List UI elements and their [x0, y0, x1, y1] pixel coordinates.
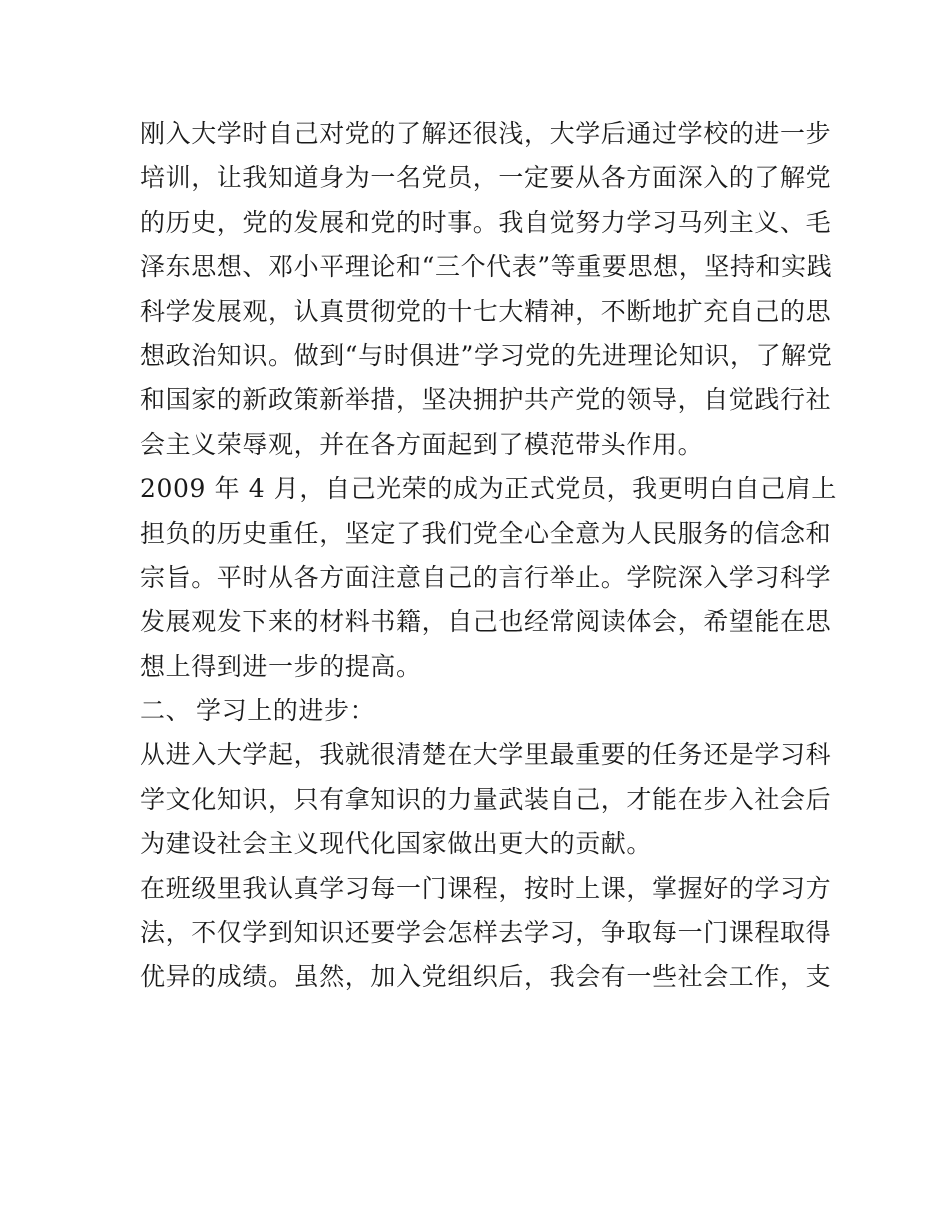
- text-line: 在班级里我认真学习每一门课程，按时上课，掌握好的学习方: [140, 873, 832, 903]
- paragraph-full-member: [140, 467, 837, 689]
- text-line: 为建设社会主义现代化国家做出更大的贡献。: [140, 829, 653, 859]
- text-line: 2009 年 4 月，自己光荣的成为正式党员，我更明白自己肩上: [140, 474, 837, 504]
- heading-text: 学习上的进步：: [196, 696, 376, 726]
- text-line: 的历史，党的发展和党的时事。我自觉努力学习马列主义、毛: [140, 207, 832, 237]
- text-line: 想政治知识。做到“与时俱进”学习党的先进理论知识，了解党: [140, 340, 833, 370]
- paragraph-class-study: [140, 867, 832, 1000]
- text-line: 宗旨。平时从各方面注意自己的言行举止。学院深入学习科学: [140, 562, 832, 592]
- paragraph-study-goal: [140, 733, 832, 866]
- text-line: 优异的成绩。虽然，加入党组织后，我会有一些社会工作，支: [140, 962, 832, 992]
- text-line: 和国家的新政策新举措，坚决拥护共产党的领导，自觉践行社: [140, 385, 832, 415]
- text-line: 学文化知识，只有拿知识的力量武装自己，才能在步入社会后: [140, 784, 832, 814]
- text-line: 从进入大学起，我就很清楚在大学里最重要的任务还是学习科: [140, 740, 832, 770]
- heading-number: 二、: [140, 696, 192, 726]
- heading-line: [140, 689, 820, 733]
- text-line: 培训，让我知道身为一名党员，一定要从各方面深入的了解党: [140, 163, 832, 193]
- paragraph-party-understanding: [140, 112, 833, 467]
- text-line: 泽东思想、邓小平理论和“三个代表”等重要思想，坚持和实践: [140, 252, 833, 282]
- text-line: 会主义荣辱观，并在各方面起到了模范带头作用。: [140, 429, 704, 459]
- section-heading: [140, 689, 820, 733]
- text-line: 刚入大学时自己对党的了解还很浅，大学后通过学校的进一步: [140, 119, 832, 148]
- text-line: 发展观发下来的材料书籍，自己也经常阅读体会，希望能在思: [140, 607, 832, 637]
- text-line: 科学发展观，认真贯彻党的十七大精神，不断地扩充自己的思: [140, 296, 832, 326]
- document-body: [140, 112, 837, 1000]
- text-line: 想上得到进一步的提高。: [140, 651, 422, 681]
- text-line: 担负的历史重任，坚定了我们党全心全意为人民服务的信念和: [140, 518, 832, 548]
- text-line: 法，不仅学到知识还要学会怎样去学习，争取每一门课程取得: [140, 918, 832, 948]
